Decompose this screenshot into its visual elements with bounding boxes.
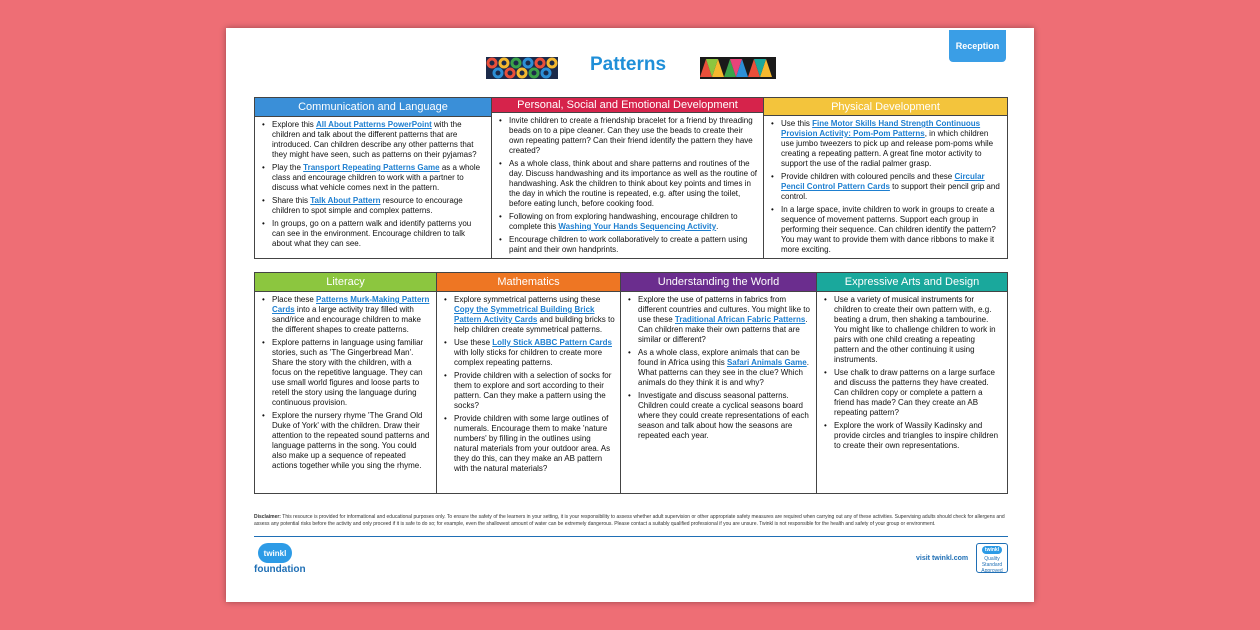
title-row: [226, 52, 1034, 82]
item-text: Play the: [272, 163, 304, 172]
arts-section: [817, 273, 1007, 493]
item-text: Explore patterns in language using familiar stories, such as 'The Gingerbread Man'. Share the story with the children, with a focus on the repetitive language. They can use small world figures and loose parts to retell the story using the language during continuous provision.: [272, 338, 424, 407]
list-item: [822, 295, 1002, 365]
arts-heading: Expressive Arts and Design: [817, 273, 1007, 292]
list-item: [769, 205, 1002, 255]
item-text: . What patterns can they see in the clue? Which animals do they think it is and why?: [638, 358, 809, 387]
personal-section: [492, 98, 764, 258]
item-text: Provide children with coloured pencils and these: [781, 172, 955, 181]
pattern-decoration-left: [486, 57, 558, 79]
document-page: [226, 28, 1034, 602]
item-text: As a whole class, explore animals that can be found in Africa using this: [638, 348, 800, 367]
resource-link[interactable]: All About Patterns PowerPoint: [316, 120, 432, 129]
resource-link[interactable]: Fine Motor Skills Hand Strength Continuous Provision Activity: Pom-Pom Patterns: [781, 119, 981, 138]
item-text: Place these: [272, 295, 317, 304]
list-item: [822, 368, 1002, 418]
pattern-decoration-right: [700, 57, 776, 79]
list-item: [626, 348, 811, 388]
list-item: [260, 219, 486, 249]
list-item: [260, 411, 431, 471]
item-text: with the children and talk about the different patterns that are introduced. Can children describe any other patterns that they might have seen, such as patterns on their pyjamas?: [272, 120, 477, 159]
list-item: [769, 172, 1002, 202]
quality-standard-badge: [976, 543, 1008, 573]
mathematics-list: [437, 292, 620, 477]
twinkl-foundation-logo[interactable]: [254, 543, 304, 577]
top-section-grid: [254, 97, 1008, 259]
logo-foundation-text: foundation: [254, 564, 306, 575]
item-text: As a whole class, think about and share patterns and routines of the day. Discuss handwashing and its importance as well as the routine of handwashing. Ask the children to think about key points and times in the day in which the routine is repeated, e.g. after using the toilet, before eating lunch, before cooking food.: [509, 159, 757, 208]
list-item: [822, 421, 1002, 451]
item-text: to support their pencil grip and control.: [781, 182, 1000, 201]
logo-cloud: twinkl: [258, 543, 292, 563]
item-text: .: [716, 222, 719, 231]
list-item: [260, 338, 431, 408]
item-text: . Can children make their own patterns that are similar or different?: [638, 315, 808, 344]
item-text: Explore the work of Wassily Kadinsky and provide circles and triangles to inspire children to create their own representations.: [834, 421, 999, 450]
list-item: [260, 295, 431, 335]
item-text: Share this: [272, 196, 311, 205]
physical-heading: Physical Development: [764, 98, 1007, 116]
personal-list: [492, 113, 763, 258]
list-item: [626, 391, 811, 441]
list-item: [260, 120, 486, 160]
resource-link[interactable]: Lolly Stick ABBC Pattern Cards: [492, 338, 612, 347]
item-text: Use chalk to draw patterns on a large surface and discuss the patterns they have created. Can children copy or complete a pattern a friend has made? Can they create an AB repeating pattern?: [834, 368, 995, 417]
list-item: [260, 163, 486, 193]
item-text: into a large activity tray filled with sand/rice and encourage children to make the different shapes to create patterns.: [272, 305, 421, 334]
disclaimer: [254, 514, 1008, 528]
list-item: [442, 295, 615, 335]
item-text: Explore symmetrical patterns using these: [454, 295, 601, 304]
item-text: Following on from exploring handwashing, encourage children to complete this: [509, 212, 738, 231]
literacy-list: [255, 292, 436, 474]
resource-link[interactable]: Talk About Pattern: [310, 196, 381, 205]
resource-link[interactable]: Circular Pencil Control Pattern Cards: [781, 172, 985, 191]
reception-badge: Reception: [949, 30, 1006, 62]
item-text: Explore the nursery rhyme 'The Grand Old Duke of York' with the children. Draw their attention to the repeated sound patterns and language patterns in the song. You could also make up a sequence of repeated actions together while you sing the rhyme.: [272, 411, 430, 470]
list-item: [497, 159, 758, 209]
resource-link[interactable]: Transport Repeating Patterns Game: [303, 163, 440, 172]
resource-link[interactable]: Traditional African Fabric Patterns: [674, 315, 806, 324]
arts-list: [817, 292, 1007, 454]
resource-link[interactable]: Copy the Symmetrical Building Brick Pattern Activity Cards: [454, 305, 595, 324]
item-text: resource to encourage children to spot simple and complex patterns.: [272, 196, 463, 215]
literacy-section: [255, 273, 437, 493]
item-text: Invite children to create a friendship bracelet for a friend by threading beads on to a pipe cleaner. Can they use the beads to create their own repeating pattern? Can their friend identify the pattern they have created?: [509, 116, 753, 155]
item-text: Encourage children to work collaboratively to create a pattern using paint and their own handprints.: [509, 235, 748, 254]
visit-link[interactable]: visit twinkl.com: [916, 555, 969, 562]
item-text: Provide children with some large outlines of numerals. Encourage them to make 'nature numbers' by filling in the outlines using natural materials from your outdoor area. As they do this, can they make an AB pattern with the natural materials?: [454, 414, 611, 473]
item-text: Use a variety of musical instruments for children to create their own pattern with, e.g. beating a drum, then shaking a tambourine. You might like to challenge children to work in pairs with one child creating a repeating pattern and the other continuing it using instruments.: [834, 295, 996, 364]
item-text: Provide children with a selection of socks for them to explore and sort according to their pattern. Can they make a pattern using the socks?: [454, 371, 612, 410]
world-list: [621, 292, 816, 444]
item-text: Use these: [454, 338, 493, 347]
item-text: with lolly sticks for children to create more complex repeating patterns.: [454, 348, 603, 367]
item-text: as a whole class and encourage children to work with a partner to discuss what vehicle comes next in the pattern.: [272, 163, 481, 192]
item-text: In a large space, invite children to work in groups to create a sequence of movement patterns. Support each group in performing their sequence. Can children identify the pattern? You may want to provide them with dance ribbons to make it more exciting.: [781, 205, 996, 254]
item-text: and building bricks to help children create symmetrical patterns.: [454, 315, 615, 334]
world-section: [621, 273, 817, 493]
resource-link[interactable]: Safari Animals Game: [726, 358, 807, 367]
list-item: [442, 414, 615, 474]
item-text: In groups, go on a pattern walk and identify patterns you can see in the environment. Encourage children to talk about what they can see.: [272, 219, 472, 248]
mathematics-heading: Mathematics: [437, 273, 620, 292]
list-item: [769, 119, 1002, 169]
list-item: [442, 338, 615, 368]
list-item: [497, 116, 758, 156]
personal-heading: Personal, Social and Emotional Development: [492, 98, 763, 113]
quality-logo: twinkl: [982, 546, 1002, 554]
footer-divider: [254, 536, 1008, 537]
item-text: Use this: [781, 119, 813, 128]
bottom-section-grid: [254, 272, 1008, 494]
item-text: Explore the use of patterns in fabrics from different countries and cultures. You might like to use these: [638, 295, 810, 324]
disclaimer-text: This resource is provided for informational and educational purposes only. To ensure the safety of the learners in your setting, it is your responsibility to assess whether adult supervision or other appropriate safety measures are required when carrying out any of these activities. Supervising adults should check for allergens and assess any potential risks before the activity and only proceed if it is safe to do so; for example, even the shallowest amount of water can be extremely dangerous. Please contact a suitably qualified professional if you are unsure. Twinkl is not responsible for the health and safety of your group or environment.: [254, 514, 1005, 527]
communication-heading: Communication and Language: [255, 98, 491, 117]
list-item: [626, 295, 811, 345]
page-title: Patterns: [590, 54, 667, 75]
item-text: Investigate and discuss seasonal patterns. Children could create a cyclical seasons board where they could create representations of each season and talk about how the seasons are repeated each year.: [638, 391, 809, 440]
literacy-heading: Literacy: [255, 273, 436, 292]
list-item: [497, 235, 758, 255]
list-item: [442, 371, 615, 411]
item-text: , in which children use jumbo tweezers to pick up and release pom-poms while creating a repeating pattern. A great fine motor activity to support the use of the radial palmer grasp.: [781, 129, 994, 168]
list-item: [260, 196, 486, 216]
quality-text: Quality Standard Approved: [981, 556, 1003, 574]
physical-list: [764, 116, 1007, 258]
communication-section: [255, 98, 492, 258]
resource-link[interactable]: Patterns Murk-Making Pattern Cards: [272, 295, 430, 314]
disclaimer-label: Disclaimer:: [254, 514, 281, 520]
physical-section: [764, 98, 1007, 258]
item-text: Explore this: [272, 120, 317, 129]
communication-list: [255, 117, 491, 252]
resource-link[interactable]: Washing Your Hands Sequencing Activity: [558, 222, 717, 231]
mathematics-section: [437, 273, 621, 493]
world-heading: Understanding the World: [621, 273, 816, 292]
list-item: [497, 212, 758, 232]
